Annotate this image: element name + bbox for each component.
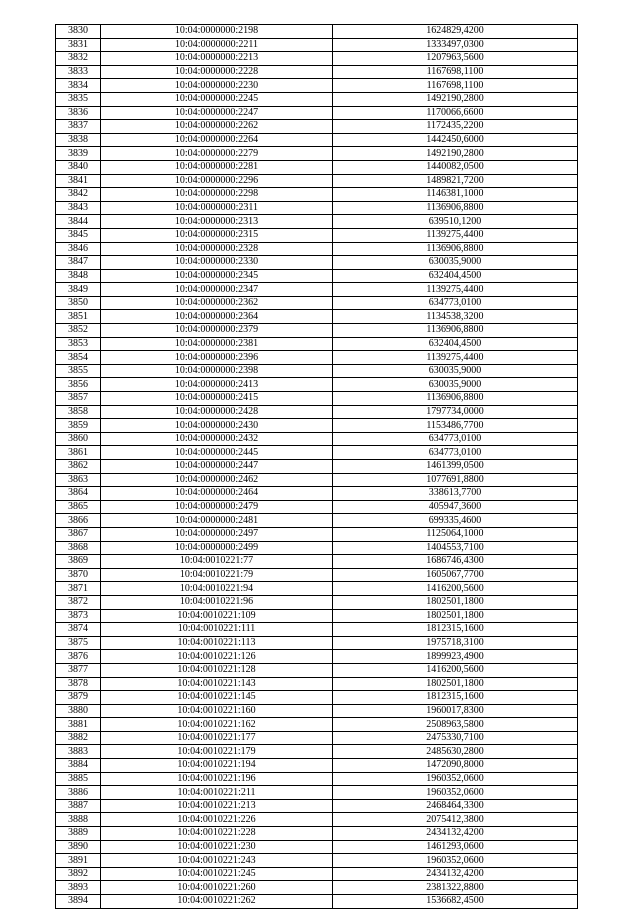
row-number-cell: 3845: [56, 228, 101, 242]
value-cell: 2434132,4200: [333, 867, 578, 881]
row-number-cell: 3894: [56, 895, 101, 909]
table-row: [56, 636, 578, 650]
value-cell: 1802501,1800: [333, 609, 578, 623]
value-cell: 1146381,1000: [333, 188, 578, 202]
cadastral-number-cell: 10:04:0010221:196: [101, 772, 333, 786]
cadastral-number-cell: 10:04:0000000:2428: [101, 405, 333, 419]
row-number-cell: 3844: [56, 215, 101, 229]
cadastral-number-cell: 10:04:0000000:2328: [101, 242, 333, 256]
value-cell: 1492190,2800: [333, 147, 578, 161]
table-row: [56, 650, 578, 664]
row-number-cell: 3888: [56, 813, 101, 827]
row-number-cell: 3850: [56, 296, 101, 310]
table-row: [56, 106, 578, 120]
table-row: [56, 813, 578, 827]
table-row: [56, 663, 578, 677]
table-row: [56, 174, 578, 188]
table-row: [56, 745, 578, 759]
cadastral-number-cell: 10:04:0000000:2296: [101, 174, 333, 188]
value-cell: 1172435,2200: [333, 120, 578, 134]
row-number-cell: 3862: [56, 460, 101, 474]
row-number-cell: 3866: [56, 514, 101, 528]
cadastral-number-cell: 10:04:0010221:126: [101, 650, 333, 664]
row-number-cell: 3864: [56, 487, 101, 501]
row-number-cell: 3873: [56, 609, 101, 623]
table-row: [56, 310, 578, 324]
value-cell: 1812315,1600: [333, 623, 578, 637]
cadastral-number-cell: 10:04:0000000:2347: [101, 283, 333, 297]
row-number-cell: 3889: [56, 827, 101, 841]
value-cell: 1167698,1100: [333, 79, 578, 93]
cadastral-number-cell: 10:04:0000000:2364: [101, 310, 333, 324]
value-cell: 1153486,7700: [333, 419, 578, 433]
cadastral-number-cell: 10:04:0010221:113: [101, 636, 333, 650]
row-number-cell: 3872: [56, 595, 101, 609]
table-row: [56, 514, 578, 528]
row-number-cell: 3893: [56, 881, 101, 895]
value-cell: 1472090,8000: [333, 759, 578, 773]
value-cell: 1461293,0600: [333, 840, 578, 854]
cadastral-number-cell: 10:04:0010221:79: [101, 568, 333, 582]
value-cell: 1139275,4400: [333, 283, 578, 297]
value-cell: 2475330,7100: [333, 731, 578, 745]
table-row: [56, 500, 578, 514]
row-number-cell: 3867: [56, 527, 101, 541]
cadastral-number-cell: 10:04:0010221:96: [101, 595, 333, 609]
value-cell: 1442450,6000: [333, 133, 578, 147]
value-cell: 1404553,7100: [333, 541, 578, 555]
table-row: [56, 419, 578, 433]
cadastral-number-cell: 10:04:0000000:2315: [101, 228, 333, 242]
value-cell: 1136906,8800: [333, 392, 578, 406]
cadastral-number-cell: 10:04:0000000:2345: [101, 269, 333, 283]
cadastral-number-cell: 10:04:0010221:243: [101, 854, 333, 868]
cadastral-number-cell: 10:04:0000000:2481: [101, 514, 333, 528]
table-row: [56, 731, 578, 745]
row-number-cell: 3858: [56, 405, 101, 419]
cadastral-number-cell: 10:04:0010221:260: [101, 881, 333, 895]
cadastral-number-cell: 10:04:0000000:2228: [101, 65, 333, 79]
row-number-cell: 3838: [56, 133, 101, 147]
table-row: [56, 38, 578, 52]
row-number-cell: 3855: [56, 364, 101, 378]
row-number-cell: 3871: [56, 582, 101, 596]
table-row: [56, 704, 578, 718]
table-row: [56, 147, 578, 161]
value-cell: 1136906,8800: [333, 324, 578, 338]
table-row: [56, 201, 578, 215]
table-row: [56, 296, 578, 310]
value-cell: 634773,0100: [333, 296, 578, 310]
cadastral-number-cell: 10:04:0000000:2247: [101, 106, 333, 120]
value-cell: 1960017,8300: [333, 704, 578, 718]
cadastral-number-cell: 10:04:0010221:179: [101, 745, 333, 759]
row-number-cell: 3847: [56, 256, 101, 270]
row-number-cell: 3833: [56, 65, 101, 79]
cadastral-number-cell: 10:04:0000000:2398: [101, 364, 333, 378]
value-cell: 1536682,4500: [333, 895, 578, 909]
cadastral-number-cell: 10:04:0000000:2230: [101, 79, 333, 93]
row-number-cell: 3887: [56, 799, 101, 813]
table-row: [56, 691, 578, 705]
cadastral-number-cell: 10:04:0000000:2330: [101, 256, 333, 270]
value-cell: 1139275,4400: [333, 351, 578, 365]
row-number-cell: 3876: [56, 650, 101, 664]
table-row: [56, 392, 578, 406]
cadastral-number-cell: 10:04:0000000:2499: [101, 541, 333, 555]
cadastral-number-cell: 10:04:0010221:245: [101, 867, 333, 881]
row-number-cell: 3834: [56, 79, 101, 93]
row-number-cell: 3882: [56, 731, 101, 745]
row-number-cell: 3846: [56, 242, 101, 256]
table-row: [56, 854, 578, 868]
cadastral-number-cell: 10:04:0010221:109: [101, 609, 333, 623]
cadastral-number-cell: 10:04:0000000:2479: [101, 500, 333, 514]
row-number-cell: 3842: [56, 188, 101, 202]
value-cell: 1170066,6600: [333, 106, 578, 120]
value-cell: 1492190,2800: [333, 92, 578, 106]
value-cell: 1461399,0500: [333, 460, 578, 474]
value-cell: 630035,9000: [333, 378, 578, 392]
table-row: [56, 188, 578, 202]
row-number-cell: 3885: [56, 772, 101, 786]
table-row: [56, 759, 578, 773]
table-row: [56, 242, 578, 256]
table-row: [56, 568, 578, 582]
row-number-cell: 3849: [56, 283, 101, 297]
value-cell: 338613,7700: [333, 487, 578, 501]
row-number-cell: 3859: [56, 419, 101, 433]
value-cell: 632404,4500: [333, 337, 578, 351]
table-row: [56, 799, 578, 813]
table-row: [56, 25, 578, 39]
table-row: [56, 555, 578, 569]
row-number-cell: 3836: [56, 106, 101, 120]
table-row: [56, 541, 578, 555]
cadastral-number-cell: 10:04:0010221:162: [101, 718, 333, 732]
value-cell: 1975718,3100: [333, 636, 578, 650]
data-table: [55, 24, 578, 909]
value-cell: 2485630,2800: [333, 745, 578, 759]
table-row: [56, 120, 578, 134]
table-row: [56, 487, 578, 501]
value-cell: 1167698,1100: [333, 65, 578, 79]
table-row: [56, 79, 578, 93]
value-cell: 639510,1200: [333, 215, 578, 229]
table-row: [56, 895, 578, 909]
row-number-cell: 3870: [56, 568, 101, 582]
value-cell: 1139275,4400: [333, 228, 578, 242]
row-number-cell: 3853: [56, 337, 101, 351]
table-row: [56, 718, 578, 732]
value-cell: 2381322,8800: [333, 881, 578, 895]
table-row: [56, 527, 578, 541]
cadastral-number-cell: 10:04:0000000:2279: [101, 147, 333, 161]
row-number-cell: 3852: [56, 324, 101, 338]
row-number-cell: 3891: [56, 854, 101, 868]
table-row: [56, 228, 578, 242]
value-cell: 1797734,0000: [333, 405, 578, 419]
table-row: [56, 364, 578, 378]
table-row: [56, 582, 578, 596]
row-number-cell: 3892: [56, 867, 101, 881]
row-number-cell: 3869: [56, 555, 101, 569]
row-number-cell: 3881: [56, 718, 101, 732]
value-cell: 1686746,4300: [333, 555, 578, 569]
table-row: [56, 378, 578, 392]
row-number-cell: 3883: [56, 745, 101, 759]
cadastral-number-cell: 10:04:0000000:2445: [101, 446, 333, 460]
cadastral-number-cell: 10:04:0010221:211: [101, 786, 333, 800]
cadastral-number-cell: 10:04:0000000:2298: [101, 188, 333, 202]
value-cell: 1416200,5600: [333, 582, 578, 596]
value-cell: 1624829,4200: [333, 25, 578, 39]
cadastral-number-cell: 10:04:0010221:111: [101, 623, 333, 637]
table-row: [56, 460, 578, 474]
row-number-cell: 3832: [56, 52, 101, 66]
value-cell: 2508963,5800: [333, 718, 578, 732]
row-number-cell: 3841: [56, 174, 101, 188]
cadastral-number-cell: 10:04:0000000:2379: [101, 324, 333, 338]
row-number-cell: 3884: [56, 759, 101, 773]
row-number-cell: 3839: [56, 147, 101, 161]
table-row: [56, 269, 578, 283]
cadastral-number-cell: 10:04:0010221:226: [101, 813, 333, 827]
table-row: [56, 623, 578, 637]
cadastral-number-cell: 10:04:0010221:143: [101, 677, 333, 691]
value-cell: 2468464,3300: [333, 799, 578, 813]
table-row: [56, 283, 578, 297]
table-row: [56, 52, 578, 66]
cadastral-number-cell: 10:04:0010221:77: [101, 555, 333, 569]
value-cell: 1812315,1600: [333, 691, 578, 705]
table-row: [56, 609, 578, 623]
cadastral-number-cell: 10:04:0010221:194: [101, 759, 333, 773]
value-cell: 1440082,0500: [333, 160, 578, 174]
cadastral-number-cell: 10:04:0010221:230: [101, 840, 333, 854]
cadastral-number-cell: 10:04:0000000:2462: [101, 473, 333, 487]
cadastral-number-cell: 10:04:0010221:228: [101, 827, 333, 841]
value-cell: 634773,0100: [333, 446, 578, 460]
table-row: [56, 786, 578, 800]
value-cell: 1960352,0600: [333, 772, 578, 786]
row-number-cell: 3843: [56, 201, 101, 215]
table-row: [56, 473, 578, 487]
value-cell: 1134538,3200: [333, 310, 578, 324]
row-number-cell: 3856: [56, 378, 101, 392]
cadastral-number-cell: 10:04:0000000:2313: [101, 215, 333, 229]
cadastral-number-cell: 10:04:0000000:2447: [101, 460, 333, 474]
cadastral-number-cell: 10:04:0000000:2381: [101, 337, 333, 351]
table-body: [56, 25, 578, 909]
cadastral-number-cell: 10:04:0000000:2415: [101, 392, 333, 406]
row-number-cell: 3848: [56, 269, 101, 283]
cadastral-number-cell: 10:04:0000000:2213: [101, 52, 333, 66]
table-row: [56, 595, 578, 609]
value-cell: 1960352,0600: [333, 854, 578, 868]
value-cell: 1136906,8800: [333, 242, 578, 256]
row-number-cell: 3865: [56, 500, 101, 514]
cadastral-number-cell: 10:04:0010221:262: [101, 895, 333, 909]
row-number-cell: 3830: [56, 25, 101, 39]
cadastral-number-cell: 10:04:0000000:2430: [101, 419, 333, 433]
cadastral-number-cell: 10:04:0010221:145: [101, 691, 333, 705]
cadastral-number-cell: 10:04:0000000:2211: [101, 38, 333, 52]
row-number-cell: 3860: [56, 432, 101, 446]
value-cell: 1077691,8800: [333, 473, 578, 487]
row-number-cell: 3854: [56, 351, 101, 365]
table-row: [56, 827, 578, 841]
cadastral-number-cell: 10:04:0000000:2264: [101, 133, 333, 147]
row-number-cell: 3878: [56, 677, 101, 691]
value-cell: 1333497,0300: [333, 38, 578, 52]
value-cell: 405947,3600: [333, 500, 578, 514]
table-row: [56, 881, 578, 895]
row-number-cell: 3875: [56, 636, 101, 650]
table-row: [56, 160, 578, 174]
table-row: [56, 92, 578, 106]
cadastral-number-cell: 10:04:0000000:2198: [101, 25, 333, 39]
table-row: [56, 215, 578, 229]
value-cell: 1489821,7200: [333, 174, 578, 188]
row-number-cell: 3879: [56, 691, 101, 705]
cadastral-number-cell: 10:04:0000000:2413: [101, 378, 333, 392]
cadastral-number-cell: 10:04:0000000:2396: [101, 351, 333, 365]
value-cell: 1802501,1800: [333, 677, 578, 691]
table-row: [56, 446, 578, 460]
cadastral-number-cell: 10:04:0000000:2262: [101, 120, 333, 134]
cadastral-number-cell: 10:04:0000000:2362: [101, 296, 333, 310]
table-row: [56, 432, 578, 446]
table-row: [56, 133, 578, 147]
value-cell: 699335,4600: [333, 514, 578, 528]
value-cell: 2434132,4200: [333, 827, 578, 841]
table-row: [56, 65, 578, 79]
cadastral-number-cell: 10:04:0010221:160: [101, 704, 333, 718]
row-number-cell: 3835: [56, 92, 101, 106]
value-cell: 630035,9000: [333, 256, 578, 270]
cadastral-number-cell: 10:04:0000000:2311: [101, 201, 333, 215]
cadastral-number-cell: 10:04:0000000:2464: [101, 487, 333, 501]
table-row: [56, 772, 578, 786]
table-row: [56, 256, 578, 270]
value-cell: 2075412,3800: [333, 813, 578, 827]
cadastral-number-cell: 10:04:0000000:2432: [101, 432, 333, 446]
cadastral-number-cell: 10:04:0010221:177: [101, 731, 333, 745]
row-number-cell: 3877: [56, 663, 101, 677]
cadastral-number-cell: 10:04:0010221:213: [101, 799, 333, 813]
table-row: [56, 677, 578, 691]
row-number-cell: 3890: [56, 840, 101, 854]
value-cell: 1125064,1000: [333, 527, 578, 541]
value-cell: 1207963,5600: [333, 52, 578, 66]
row-number-cell: 3831: [56, 38, 101, 52]
value-cell: 630035,9000: [333, 364, 578, 378]
row-number-cell: 3880: [56, 704, 101, 718]
table-row: [56, 840, 578, 854]
cadastral-number-cell: 10:04:0000000:2245: [101, 92, 333, 106]
row-number-cell: 3868: [56, 541, 101, 555]
table-row: [56, 337, 578, 351]
row-number-cell: 3886: [56, 786, 101, 800]
row-number-cell: 3863: [56, 473, 101, 487]
row-number-cell: 3851: [56, 310, 101, 324]
table-row: [56, 351, 578, 365]
row-number-cell: 3857: [56, 392, 101, 406]
table-row: [56, 324, 578, 338]
row-number-cell: 3874: [56, 623, 101, 637]
value-cell: 1416200,5600: [333, 663, 578, 677]
value-cell: 634773,0100: [333, 432, 578, 446]
cadastral-number-cell: 10:04:0000000:2281: [101, 160, 333, 174]
value-cell: 1802501,1800: [333, 595, 578, 609]
value-cell: 632404,4500: [333, 269, 578, 283]
table-row: [56, 867, 578, 881]
cadastral-number-cell: 10:04:0010221:128: [101, 663, 333, 677]
cadastral-number-cell: 10:04:0000000:2497: [101, 527, 333, 541]
table-row: [56, 405, 578, 419]
value-cell: 1605067,7700: [333, 568, 578, 582]
row-number-cell: 3840: [56, 160, 101, 174]
cadastral-number-cell: 10:04:0010221:94: [101, 582, 333, 596]
value-cell: 1899923,4900: [333, 650, 578, 664]
document-page: [55, 24, 577, 909]
value-cell: 1136906,8800: [333, 201, 578, 215]
row-number-cell: 3861: [56, 446, 101, 460]
row-number-cell: 3837: [56, 120, 101, 134]
value-cell: 1960352,0600: [333, 786, 578, 800]
